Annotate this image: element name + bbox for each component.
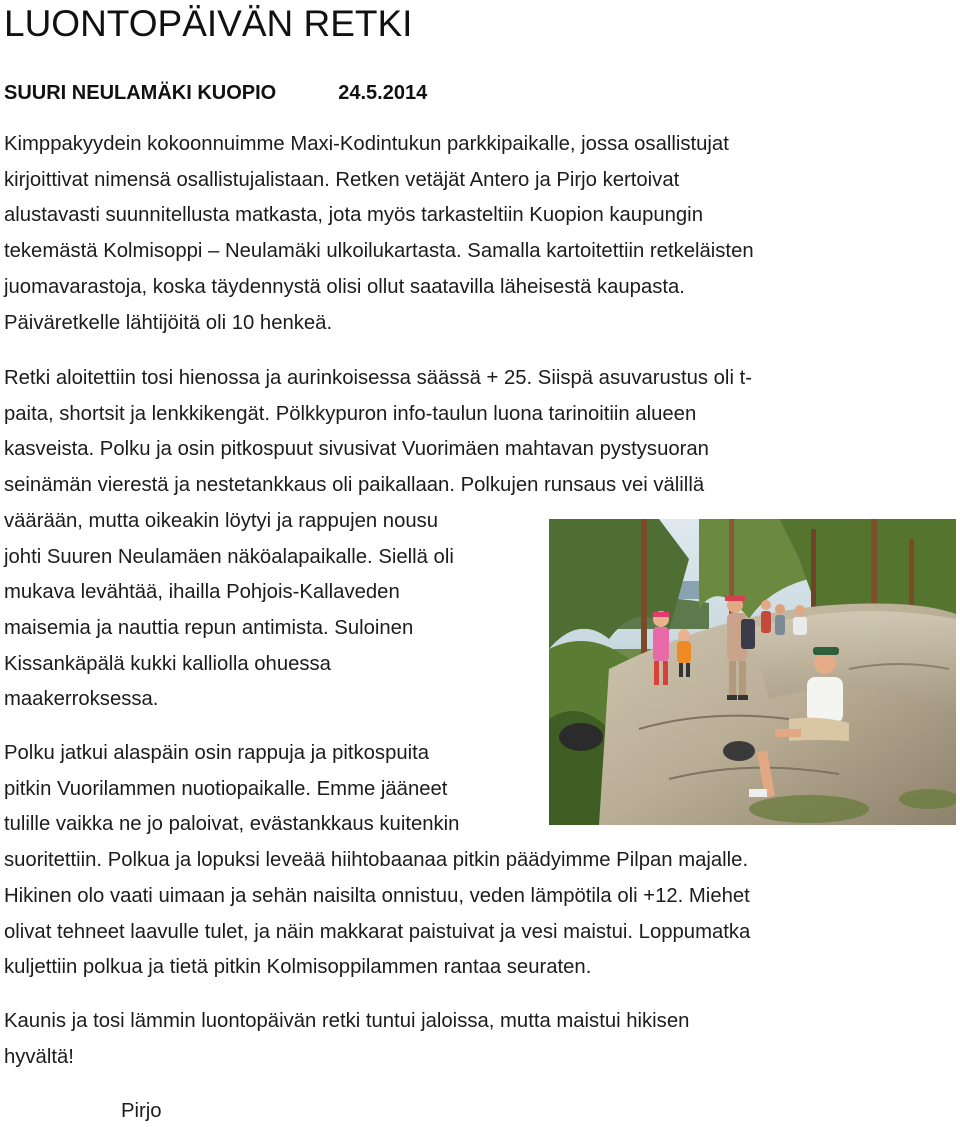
paragraph-line: tekemästä Kolmisoppi – Neulamäki ulkoilukartasta. Samalla kartoitettiin retkeläisten [4,240,754,263]
paragraph-line: Retki aloitettiin tosi hienossa ja aurinkoisessa säässä + 25. Siispä asuvarustus oli t- [4,367,752,389]
paragraph-line: Polku jatkui alaspäin osin rappuja ja pitkospuita [4,742,430,764]
paragraph-line: Kissankäpälä kukki kalliolla ohuessa [4,652,331,675]
document-title: LUONTOPÄIVÄN RETKI [4,3,413,44]
paragraph-line: kasveista. Polku ja osin pitkospuut sivusivat Vuorimäen mahtavan pystysuoran [4,438,709,461]
paragraph-line: pitkin Vuorilammen nuotiopaikalle. Emme jääneet [4,777,448,800]
paragraph-line: kirjoittivat nimensä osallistujalistaan. Retken vetäjät Antero ja Pirjo kertoivat [4,168,680,191]
paragraph-line: maisemia ja nauttia repun antimista. Suloinen [4,616,414,639]
paragraph-line: Kaunis ja tosi lämmin luontopäivän retki tuntui jaloissa, mutta maistui hikisen [4,1010,690,1032]
trip-location: SUURI NEULAMÄKI KUOPIO [4,82,277,104]
hikers-photo [549,519,956,825]
paragraph-line: väärään, mutta oikeakin löytyi ja rappujen nousu [4,509,439,532]
paragraph-line: kuljettiin polkua ja tietä pitkin Kolmisoppilammen rantaa seuraten. [4,956,592,979]
hikers-photo-illustration [549,519,956,825]
paragraph-line: mukava levähtää, ihailla Pohjois-Kallaveden [4,581,400,604]
paragraph-line: Hikinen olo vaati uimaan ja sehän naisilta onnistuu, veden lämpötila oli +12. Miehet [4,884,750,907]
paragraph-line: hyvältä! [4,1045,74,1068]
paragraph-4 [4,1004,689,1075]
paragraph-line: alustavasti suunnitellusta matkasta, jota myös tarkasteltiin Kuopion kaupungin [4,204,703,227]
paragraph-line: johti Suuren Neulamäen näköalapaikalle. Siellä oli [4,545,454,568]
paragraph-line: Kimppakyydein kokoonnuimme Maxi-Kodintukun parkkipaikalle, jossa osallistujat [4,133,729,155]
paragraph-line: juomavarastoja, koska täydennystä olisi ollut saatavilla läheisestä kaupasta. [4,275,685,298]
paragraph-line: suoritettiin. Polkua ja lopuksi leveää hiihtobaanaa pitkin päädyimme Pilpan majalle. [4,849,749,872]
trip-date: 24.5.2014 [338,82,428,104]
paragraph-line: olivat tehneet laavulle tulet, ja näin makkarat paistuivat ja vesi maistui. Loppumatka [4,920,751,943]
paragraph-line: maakerroksessa. [4,688,159,711]
paragraph-line: tulille vaikka ne jo paloivat, evästankkaus kuitenkin [4,813,460,836]
trip-header [4,79,427,107]
paragraph-1 [4,127,754,341]
signature: Pirjo [121,1100,162,1122]
paragraph-line: Päiväretkelle lähtijöitä oli 10 henkeä. [4,311,333,334]
paragraph-line: paita, shortsit ja lenkkikengät. Pölkkypuron info-taulun luona tarinoitiin alueen [4,402,697,425]
paragraph-line: seinämän vierestä ja nestetankkaus oli paikallaan. Polkujen runsaus vei välillä [4,474,705,497]
